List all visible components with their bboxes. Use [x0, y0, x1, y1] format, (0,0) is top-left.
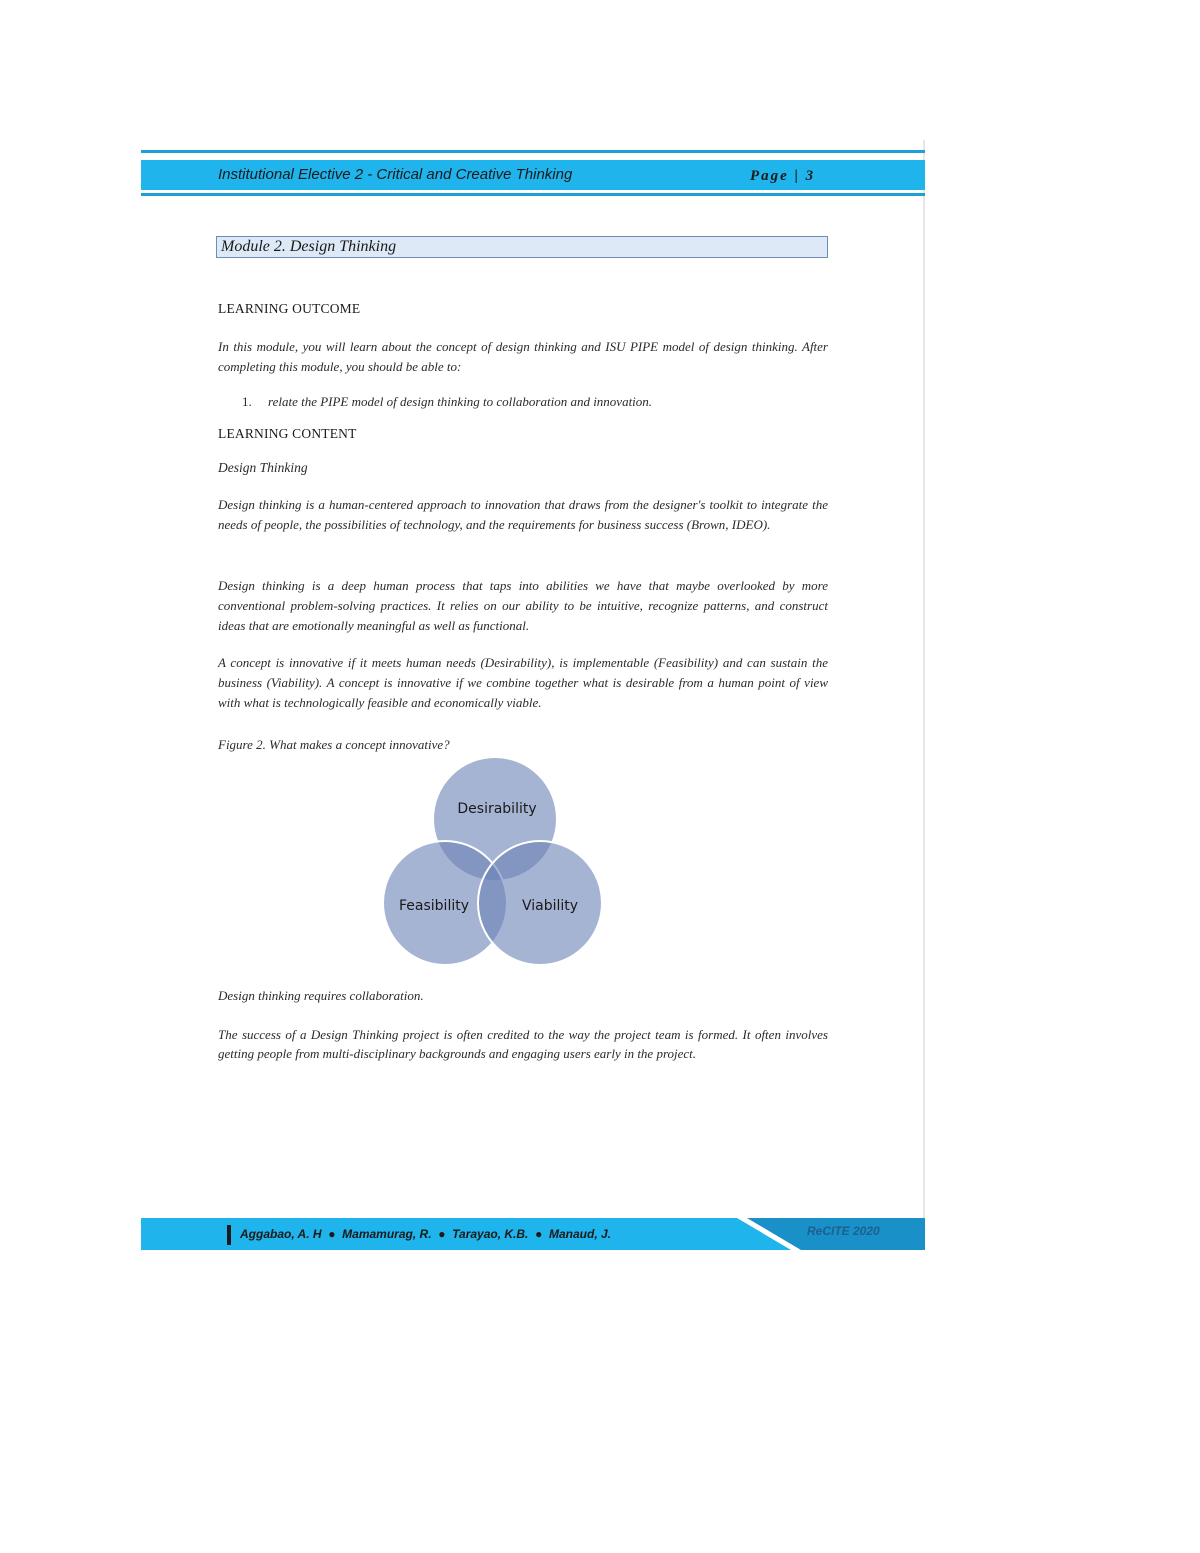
footer-divider-icon: [227, 1225, 231, 1245]
header-course-title: Institutional Elective 2 - Critical and Creative Thinking: [218, 166, 573, 183]
venn-label-desirability: Desirability: [457, 801, 537, 817]
page-edge: [923, 140, 925, 1250]
design-thinking-subheading: Design Thinking: [218, 460, 308, 475]
paragraph-human-process: Design thinking is a deep human process that taps into abilities we have that maybe overlooked by more conventional problem-solving practices. It relies on our ability to be intuitive, recognize patterns, and construct ideas that are emotionally meaningful as well as functional.: [218, 578, 828, 633]
outcome-list-item: [242, 394, 652, 410]
module-title: Module 2. Design Thinking: [221, 238, 397, 255]
header-rule-top: [141, 150, 925, 153]
learning-outcome-intro: In this module, you will learn about the concept of design thinking and ISU PIPE model of design thinking. After completing this module, you should be able to:: [218, 339, 828, 374]
bullet-icon: ●: [434, 1227, 449, 1241]
outcome-list-number: 1.: [242, 394, 252, 409]
header-page-number: Page | 3: [750, 168, 816, 184]
paragraph-innovative-concept: A concept is innovative if it meets human needs (Desirability), is implementable (Feasibility) and can sustain the business (Viability). A concept is innovative if we combine together what is desirable from a human point of view with what is technologically feasible and economically viable.: [218, 655, 828, 710]
footer-author: Manaud, J.: [549, 1227, 612, 1241]
learning-content-heading: LEARNING CONTENT: [218, 426, 357, 441]
bullet-icon: ●: [324, 1227, 339, 1241]
footer-author: Tarayao, K.B.: [452, 1227, 529, 1241]
outcome-list-text: relate the PIPE model of design thinking to collaboration and innovation.: [268, 394, 653, 409]
header-rule-bottom: [141, 193, 925, 196]
bullet-icon: ●: [531, 1227, 546, 1241]
paragraph-definition: Design thinking is a human-centered approach to innovation that draws from the designer's toolkit to integrate the needs of people, the possibilities of technology, and the requirements for business success (Brown, IDEO).: [218, 497, 828, 532]
footer-band: [141, 1218, 925, 1250]
paragraph-project-success: The success of a Design Thinking project is often credited to the way the project team is formed. It often involves getting people from multi-disciplinary backgrounds and engaging users early in the project.: [218, 1027, 828, 1061]
learning-outcome-heading: LEARNING OUTCOME: [218, 301, 361, 316]
footer-author: Mamamurag, R.: [342, 1227, 432, 1241]
module-title-box: [216, 236, 828, 258]
figure-caption: Figure 2. What makes a concept innovative?: [218, 737, 450, 752]
footer-author: Aggabao, A. H: [240, 1227, 322, 1241]
venn-label-feasibility: Feasibility: [399, 898, 469, 914]
collaboration-line: Design thinking requires collaboration.: [218, 988, 424, 1003]
venn-diagram: [370, 750, 620, 975]
footer-authors: [240, 1227, 611, 1241]
footer-recite-label: ReCITE 2020: [807, 1224, 880, 1238]
venn-label-viability: Viability: [521, 898, 579, 914]
